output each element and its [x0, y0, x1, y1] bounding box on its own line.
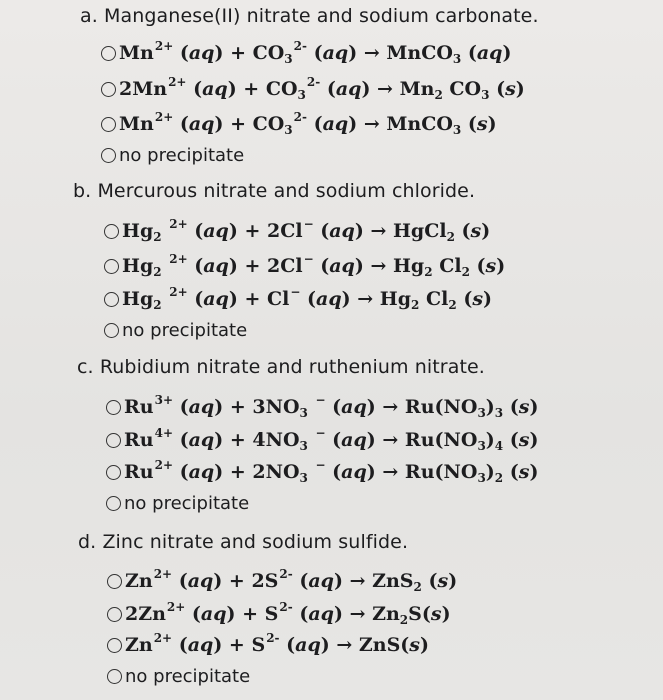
radio-icon[interactable] [107, 669, 122, 684]
no-precipitate-label: no precipitate [125, 666, 251, 687]
radio-icon[interactable] [106, 433, 121, 448]
radio-icon[interactable] [104, 323, 119, 338]
radio-icon[interactable] [101, 117, 116, 132]
question-d-label: d. Zinc nitrate and sodium sulfide. [78, 531, 409, 553]
radio-icon[interactable] [104, 224, 119, 239]
radio-icon[interactable] [104, 259, 119, 274]
radio-icon[interactable] [107, 574, 122, 589]
equation: $Ru^{3+}$ $(aq) + 3NO_3$ − $(aq) \to Ru(NO_3)_3$ (s) [124, 393, 539, 420]
question-b-label: b. Mercurous nitrate and sodium chloride. [73, 180, 476, 202]
question-a-option-2[interactable] [101, 75, 525, 102]
radio-icon[interactable] [101, 82, 116, 97]
question-a-option-1[interactable] [101, 39, 512, 66]
radio-icon[interactable] [106, 400, 121, 415]
question-c-label: c. Rubidium nitrate and ruthenium nitrate. [77, 356, 485, 378]
question-c-option-2[interactable] [106, 426, 539, 453]
radio-icon[interactable] [104, 292, 119, 307]
no-precipitate-label: no precipitate [124, 493, 250, 514]
equation: $2Mn^{2+}$ $(aq) + CO_3^{2-}$ $(aq) \to Mn_2$ $CO_3$ (s) [119, 75, 525, 102]
equation: $Mn^{2+}$ $(aq) + CO_3^{2-}$ (aq) → MnCO$_3$ (s) [119, 110, 497, 137]
question-d-option-2[interactable] [107, 600, 451, 627]
equation: $Zn^{2+}$ $(aq) + S^{2-}$ (aq) → ZnS(s) [125, 631, 429, 656]
question-d-option-3[interactable] [107, 631, 429, 656]
radio-icon[interactable] [106, 465, 121, 480]
question-a-no-precipitate[interactable] [101, 145, 244, 166]
equation: $Ru^{4+}$ $(aq) + 4NO_3$ − $(aq) \to Ru(NO_3)_4$ (s) [124, 426, 539, 453]
question-a-label: a. Manganese(II) nitrate and sodium carbonate. [80, 5, 539, 27]
question-b-option-1[interactable] [104, 217, 491, 244]
equation: $Mn^{2+}$ $(aq) + CO_3^{2-}$ (aq) → MnCO$_3$ (aq) [119, 39, 512, 66]
question-b-option-2[interactable] [104, 252, 506, 279]
equation: $Hg_2$ $^{2+}$ (aq) + 2Cl− (aq) → HgCl$_2$ (s) [122, 217, 491, 244]
question-c-option-1[interactable] [106, 393, 539, 420]
question-b-no-precipitate[interactable] [104, 320, 247, 341]
equation: $2Zn^{2+}$ $(aq) + S^{2-}$ $(aq) \to Zn_2S(s)$ [125, 600, 451, 627]
equation: $Hg_2$ $^{2+}$ (aq) + Cl− $(aq) \to Hg_2$ $Cl_2$ (s) [122, 285, 493, 312]
radio-icon[interactable] [101, 46, 116, 61]
equation: $Hg_2$ $^{2+}$ (aq) + 2Cl− $(aq) \to Hg_2$ $Cl_2$ (s) [122, 252, 506, 279]
question-b-option-3[interactable] [104, 285, 493, 312]
question-d-no-precipitate[interactable] [107, 666, 250, 687]
no-precipitate-label: no precipitate [122, 320, 248, 341]
question-c-no-precipitate[interactable] [106, 493, 249, 514]
question-a-option-3[interactable] [101, 110, 497, 137]
question-d-option-1[interactable] [107, 567, 458, 594]
equation: $Zn^{2+}$ $(aq) + 2S^{2-}$ (aq) → ZnS$_2$ (s) [125, 567, 458, 594]
equation: $Ru^{2+}$ $(aq) + 2NO_3$ − $(aq) \to Ru(NO_3)_2$ (s) [124, 458, 539, 485]
question-c-option-3[interactable] [106, 458, 539, 485]
radio-icon[interactable] [101, 148, 116, 163]
radio-icon[interactable] [106, 496, 121, 511]
radio-icon[interactable] [107, 638, 122, 653]
no-precipitate-label: no precipitate [119, 145, 245, 166]
radio-icon[interactable] [107, 607, 122, 622]
